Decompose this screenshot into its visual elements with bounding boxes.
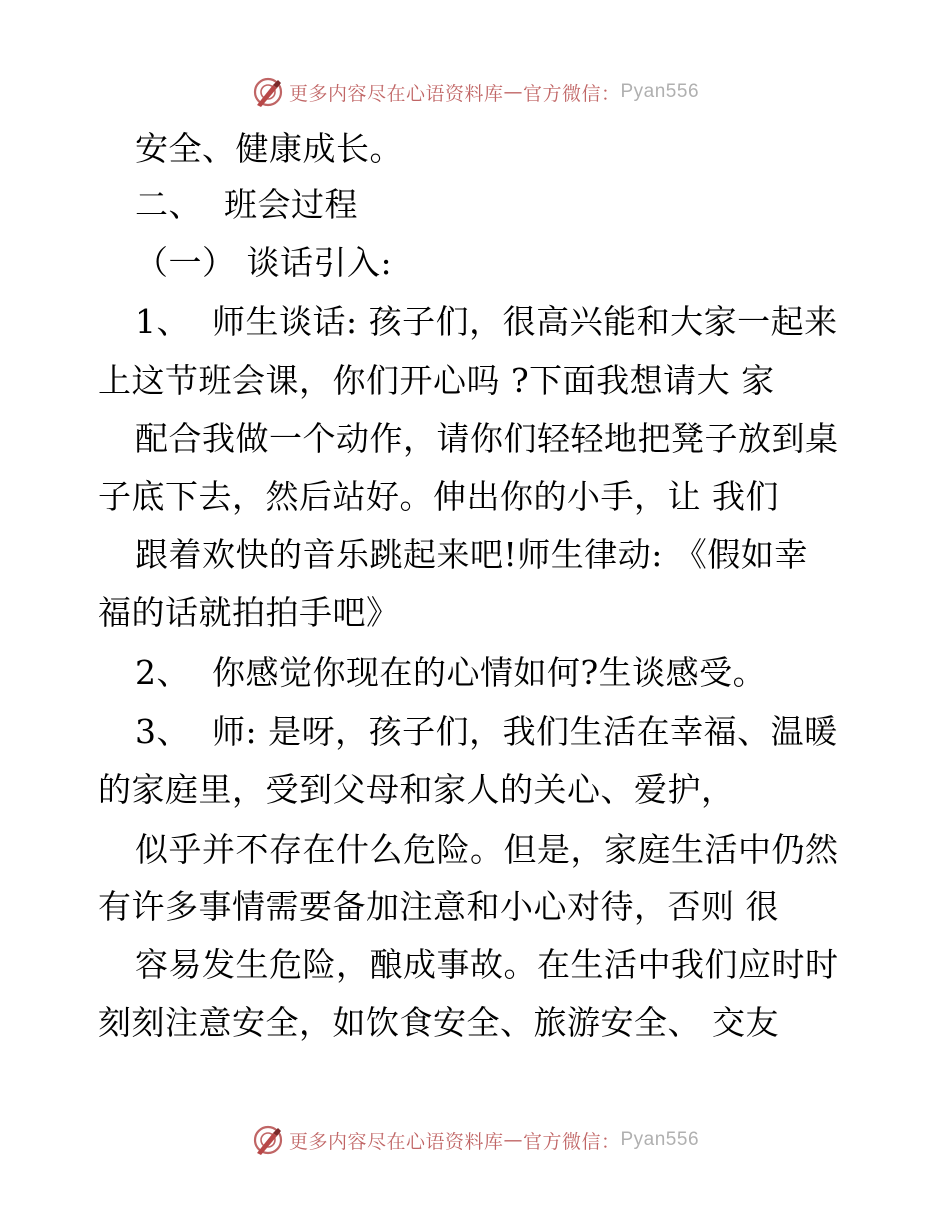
watermark-main-text: 更多内容尽在心语资料库 [288,82,504,105]
text-line: 跟着欢快的音乐跳起来吧!师生律动: 《假如幸 [135,535,808,574]
text-line: 2、 你感觉你现在的心情如何?生谈感受。 [135,653,767,692]
text-line: 子底下去，然后站好。伸出你的小手，让 我们 [98,477,779,516]
text-line: 有许多事情需要备加注意和小心对待，否则 很 [98,887,779,926]
header-watermark [0,72,950,112]
text-line: 3、 师: 是呀，孩子们，我们生活在幸福、温暖 [135,712,838,751]
watermark-dash: — [503,81,523,103]
watermark-dash: — [503,1129,523,1151]
text-line: 福的话就拍拍手吧》 [98,593,400,632]
text-line: 刻刻注意安全，如饮食安全、旅游安全、 交友 [98,1003,779,1042]
text-line: 配合我做一个动作，请你们轻轻地把凳子放到桌 [135,419,839,458]
text-line: 上这节班会课，你们开心吗 ?下面我想请大 家 [98,361,775,400]
watermark-main-text: 更多内容尽在心语资料库 [288,1130,504,1153]
pen-logo-icon [251,75,285,109]
text-line: 似乎并不存在什么危险。但是，家庭生活中仍然 [135,830,839,869]
text-line: 安全、健康成长。 [135,129,403,168]
watermark-id: Pyan556 [620,81,700,102]
watermark-id: Pyan556 [620,1129,700,1150]
text-line: 二、 班会过程 [135,185,358,224]
watermark-sub-text: 官方微信： [522,82,621,105]
text-line: 1、 师生谈话: 孩子们，很高兴能和大家一起来 [135,302,838,341]
footer-watermark [0,1120,950,1160]
pen-logo-icon [251,1123,285,1157]
text-line: （一） 谈话引入: [135,243,393,282]
text-line: 的家庭里，受到父母和家人的关心、爱护， [98,770,735,809]
text-line: 容易发生危险，酿成事故。在生活中我们应时时 [135,945,839,984]
watermark-sub-text: 官方微信： [522,1130,621,1153]
